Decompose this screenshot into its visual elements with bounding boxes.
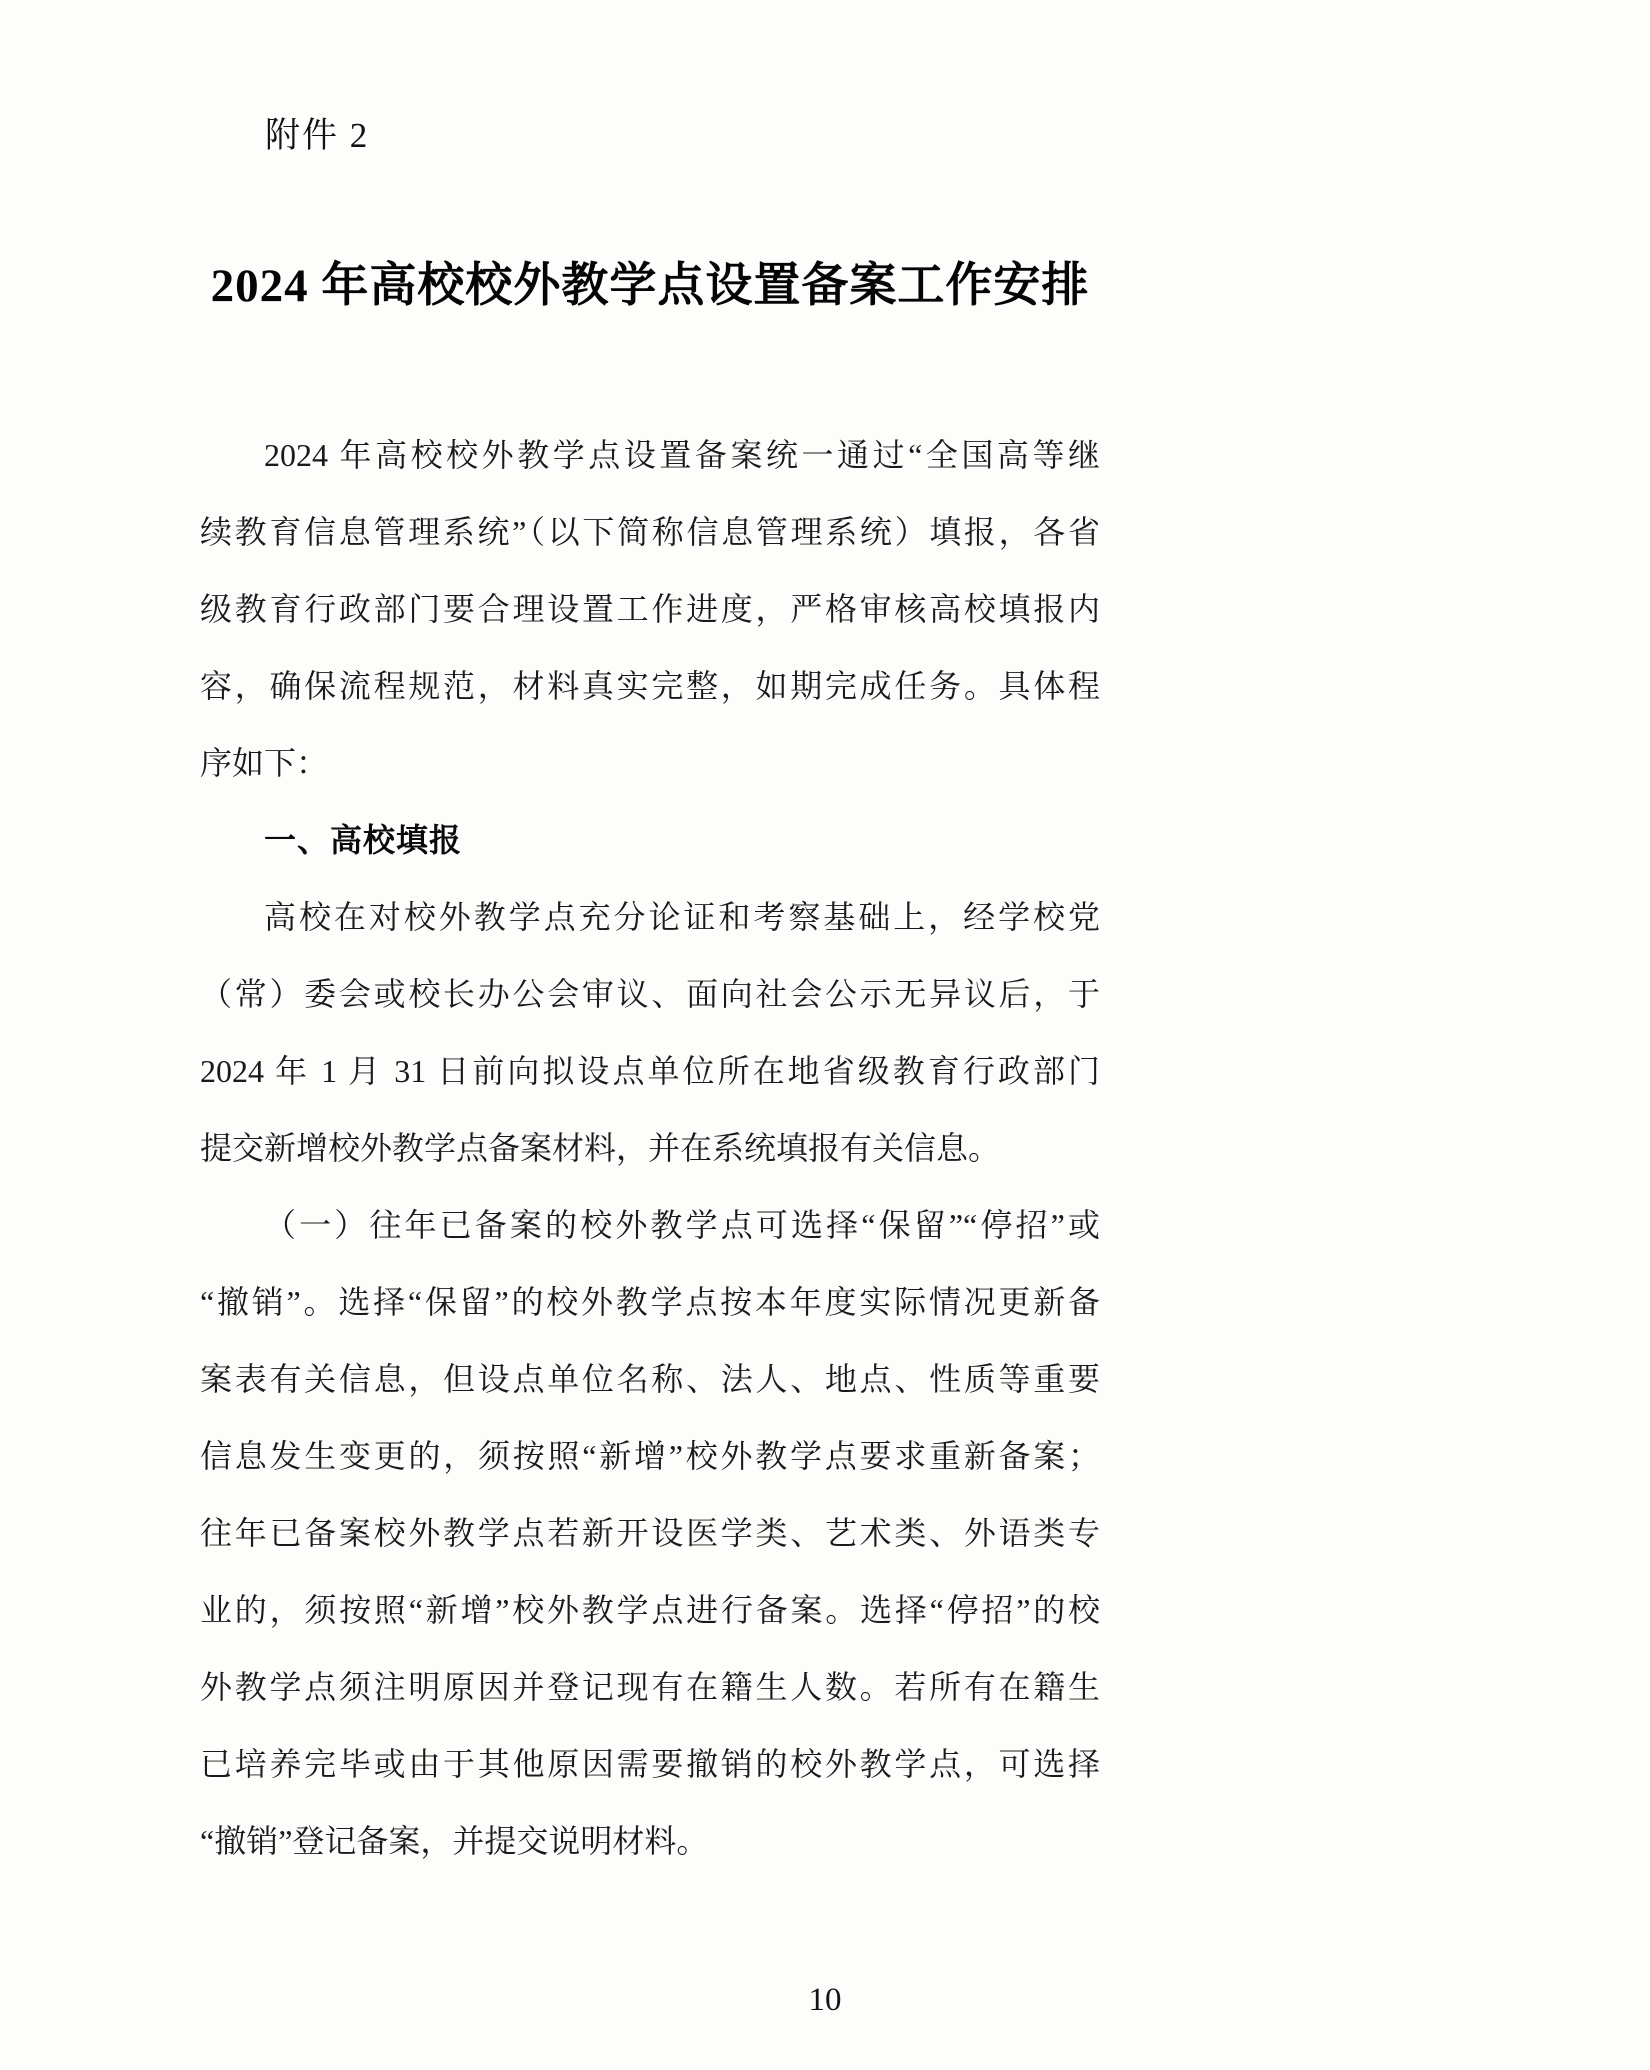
body-line: 业的，须按照“新增”校外教学点进行备案。选择“停招”的校: [200, 1592, 1100, 1628]
body-line: 已培养完毕或由于其他原因需要撤销的校外教学点，可选择: [200, 1746, 1100, 1782]
body-line: 容，确保流程规范，材料真实完整，如期完成任务。具体程: [200, 668, 1100, 704]
document-title: 2024 年高校校外教学点设置备案工作安排: [210, 260, 1090, 312]
body-line: 序如下：: [200, 745, 329, 781]
body-line: 续教育信息管理系统”（以下简称信息管理系统）填报，各省: [200, 514, 1100, 550]
body-line: “撤销”登记备案，并提交说明材料。: [200, 1823, 709, 1859]
body-line: 往年已备案校外教学点若新开设医学类、艺术类、外语类专: [200, 1515, 1100, 1551]
page-number: 10: [808, 1982, 842, 2018]
body-line: 信息发生变更的，须按照“新增”校外教学点要求重新备案；: [200, 1438, 1100, 1474]
body-line: 2024 年 1 月 31 日前向拟设点单位所在地省级教育行政部门: [200, 1053, 1100, 1089]
attachment-label: 附件 2: [265, 116, 370, 155]
document-body: [200, 417, 1100, 1880]
body-line: （常）委会或校长办公会审议、面向社会公示无异议后，于: [200, 976, 1100, 1012]
body-line: 外教学点须注明原因并登记现有在籍生人数。若所有在籍生: [200, 1669, 1100, 1705]
body-line: 案表有关信息，但设点单位名称、法人、地点、性质等重要: [200, 1361, 1100, 1397]
body-line: （一）往年已备案的校外教学点可选择“保留”“停招”或: [264, 1207, 1100, 1243]
body-line: 级教育行政部门要合理设置工作进度，严格审核高校填报内: [200, 591, 1100, 627]
body-line: 高校在对校外教学点充分论证和考察基础上，经学校党: [264, 899, 1100, 935]
body-line: 2024 年高校校外教学点设置备案统一通过“全国高等继: [264, 437, 1100, 473]
body-line: 提交新增校外教学点备案材料，并在系统填报有关信息。: [200, 1130, 1001, 1166]
body-line: “撤销”。选择“保留”的校外教学点按本年度实际情况更新备: [200, 1284, 1100, 1320]
section-heading: 一、高校填报: [264, 822, 463, 858]
